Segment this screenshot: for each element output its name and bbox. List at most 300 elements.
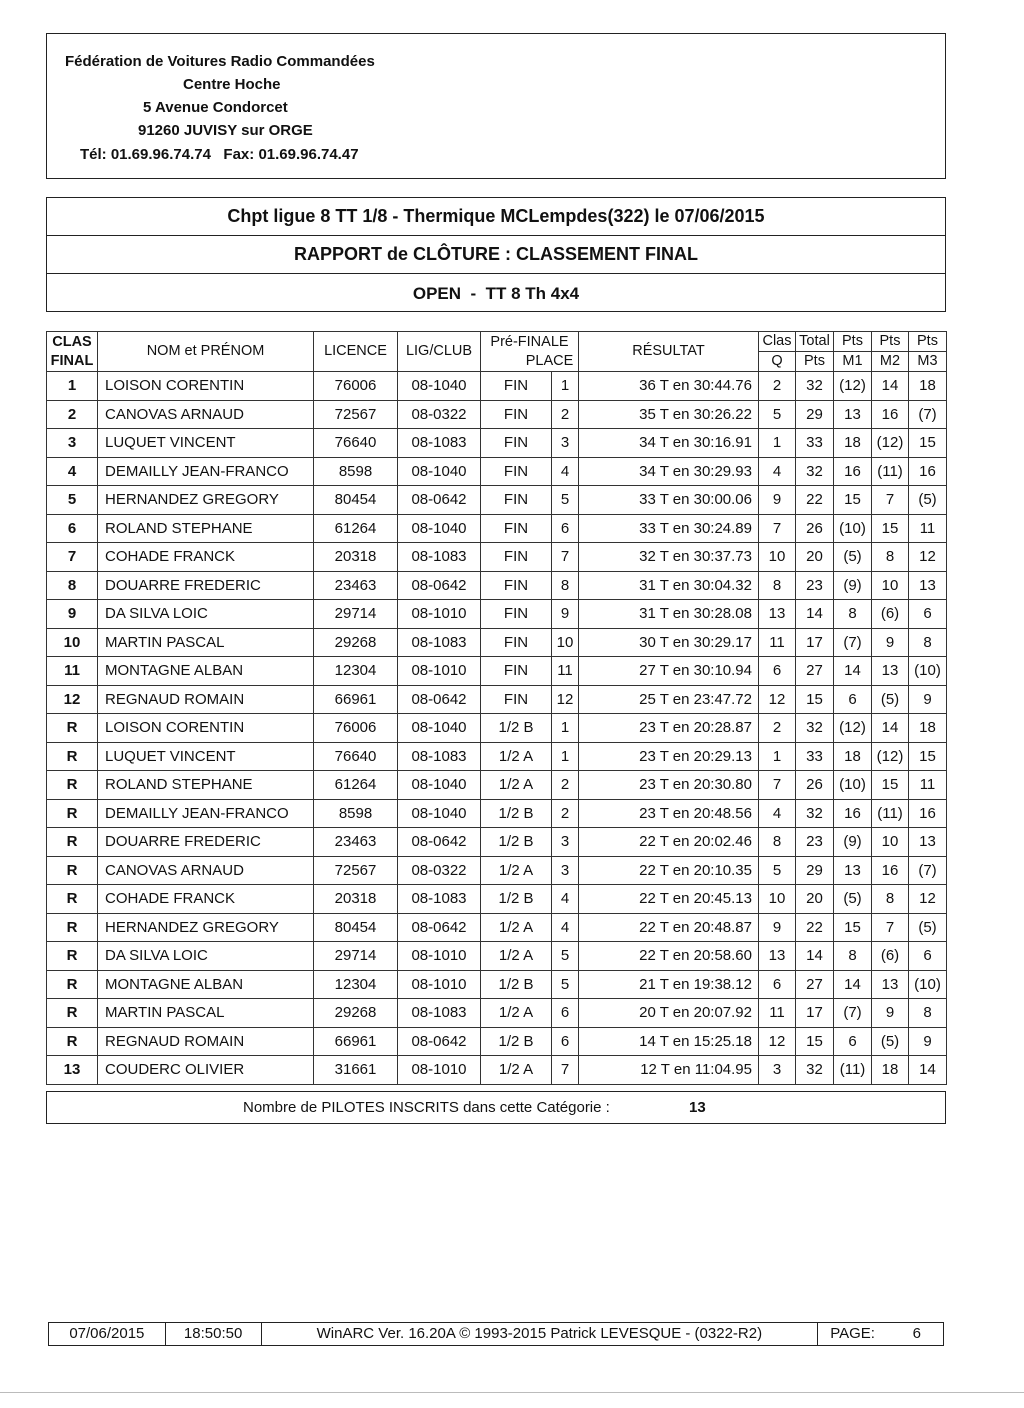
cell-resultat: 23 T en 20:30.80 [579,771,759,800]
federation-city: 91260 JUVISY sur ORGE [138,122,313,139]
cell-ligclub: 08-1040 [398,457,481,486]
cell-clas-final: R [47,999,98,1028]
table-row [47,486,947,515]
cell-licence: 8598 [314,799,398,828]
col-header-m1-top: Pts [834,332,872,352]
footer-software: WinARC Ver. 16.20A © 1993-2015 Patrick LEVESQUE - (0322-R2) [262,1323,819,1345]
table-row [47,1027,947,1056]
cell-prefinale-type: 1/2 B [481,714,552,743]
cell-pts-m2: 9 [872,999,909,1028]
cell-ligclub: 08-1010 [398,1056,481,1085]
cell-ligclub: 08-1040 [398,372,481,401]
cell-prefinale-place: 6 [552,999,579,1028]
cell-prefinale-type: FIN [481,429,552,458]
cell-clas-q: 8 [759,828,796,857]
cell-licence: 8598 [314,457,398,486]
cell-prefinale-place: 3 [552,429,579,458]
cell-name: COUDERC OLIVIER [98,1056,314,1085]
cell-prefinale-type: FIN [481,514,552,543]
cell-pts-m3: 15 [909,429,947,458]
cell-pts-m1: (9) [834,571,872,600]
cell-prefinale-type: FIN [481,571,552,600]
footer-time: 18:50:50 [166,1323,262,1345]
cell-total-pts: 32 [796,714,834,743]
cell-licence: 12304 [314,970,398,999]
table-row [47,400,947,429]
cell-pts-m1: 8 [834,942,872,971]
cell-clas-q: 12 [759,685,796,714]
cell-prefinale-type: FIN [481,600,552,629]
cell-ligclub: 08-0322 [398,400,481,429]
cell-pts-m1: 18 [834,742,872,771]
cell-pts-m2: 16 [872,856,909,885]
cell-name: REGNAUD ROMAIN [98,1027,314,1056]
table-row [47,742,947,771]
cell-pts-m3: (7) [909,856,947,885]
cell-total-pts: 15 [796,685,834,714]
cell-pts-m1: 6 [834,685,872,714]
cell-prefinale-type: 1/2 A [481,771,552,800]
cell-licence: 76006 [314,372,398,401]
cell-total-pts: 20 [796,543,834,572]
cell-licence: 20318 [314,885,398,914]
col-header-total-bottom: Pts [796,352,834,372]
table-row [47,970,947,999]
cell-pts-m2: (6) [872,600,909,629]
cell-clas-final: R [47,742,98,771]
cell-clas-final: 9 [47,600,98,629]
cell-pts-m1: (5) [834,543,872,572]
cell-name: DOUARRE FREDERIC [98,571,314,600]
cell-name: DOUARRE FREDERIC [98,828,314,857]
cell-pts-m3: (5) [909,486,947,515]
cell-pts-m2: 10 [872,571,909,600]
cell-pts-m3: (5) [909,913,947,942]
cell-total-pts: 27 [796,970,834,999]
report-title-box [46,197,946,312]
cell-pts-m1: 13 [834,400,872,429]
cell-name: DA SILVA LOIC [98,942,314,971]
cell-pts-m2: 8 [872,885,909,914]
cell-pts-m3: 11 [909,514,947,543]
cell-pts-m1: 18 [834,429,872,458]
cell-pts-m3: 18 [909,714,947,743]
cell-licence: 29714 [314,942,398,971]
cell-licence: 76640 [314,742,398,771]
cell-resultat: 14 T en 15:25.18 [579,1027,759,1056]
cell-clas-q: 6 [759,657,796,686]
table-row [47,457,947,486]
cell-ligclub: 08-1040 [398,514,481,543]
cell-prefinale-type: 1/2 A [481,1056,552,1085]
cell-clas-q: 13 [759,942,796,971]
cell-total-pts: 26 [796,771,834,800]
cell-ligclub: 08-1040 [398,771,481,800]
cell-pts-m2: 7 [872,486,909,515]
table-row [47,999,947,1028]
cell-pts-m2: 7 [872,913,909,942]
cell-resultat: 36 T en 30:44.76 [579,372,759,401]
cell-name: DA SILVA LOIC [98,600,314,629]
table-row [47,543,947,572]
cell-total-pts: 23 [796,571,834,600]
cell-pts-m2: (6) [872,942,909,971]
cell-prefinale-type: FIN [481,372,552,401]
cell-pts-m2: 10 [872,828,909,857]
cell-pts-m2: 18 [872,1056,909,1085]
cell-resultat: 23 T en 20:48.56 [579,799,759,828]
cell-total-pts: 14 [796,942,834,971]
table-row [47,771,947,800]
cell-ligclub: 08-1010 [398,942,481,971]
results-table [46,331,947,1085]
cell-prefinale-place: 4 [552,457,579,486]
cell-clas-q: 10 [759,885,796,914]
cell-licence: 20318 [314,543,398,572]
col-header-resultat: RÉSULTAT [579,332,759,372]
cell-total-pts: 22 [796,486,834,515]
cell-prefinale-type: 1/2 A [481,856,552,885]
col-header-prefinale-bottom: PLACE [525,352,574,369]
footer-date: 07/06/2015 [49,1323,166,1345]
cell-resultat: 30 T en 30:29.17 [579,628,759,657]
cell-licence: 76640 [314,429,398,458]
federation-header [46,33,946,179]
cell-pts-m3: 18 [909,372,947,401]
cell-total-pts: 22 [796,913,834,942]
cell-licence: 29268 [314,628,398,657]
cell-total-pts: 33 [796,429,834,458]
cell-licence: 29714 [314,600,398,629]
cell-prefinale-type: 1/2 B [481,970,552,999]
col-header-m2-top: Pts [872,332,909,352]
cell-pts-m2: 14 [872,372,909,401]
cell-prefinale-type: 1/2 B [481,799,552,828]
cell-ligclub: 08-1083 [398,628,481,657]
cell-resultat: 22 T en 20:45.13 [579,885,759,914]
cell-name: LUQUET VINCENT [98,742,314,771]
cell-pts-m3: 16 [909,799,947,828]
col-header-m3-bottom: M3 [909,352,947,372]
cell-total-pts: 32 [796,457,834,486]
cell-clas-final: R [47,1027,98,1056]
cell-name: ROLAND STEPHANE [98,771,314,800]
footer-page-label: PAGE: [830,1325,875,1342]
cell-prefinale-place: 2 [552,400,579,429]
cell-clas-q: 2 [759,372,796,401]
cell-pts-m1: (10) [834,771,872,800]
cell-pts-m3: 9 [909,685,947,714]
cell-clas-final: 6 [47,514,98,543]
table-header-row [47,332,947,352]
cell-prefinale-place: 5 [552,486,579,515]
cell-resultat: 25 T en 23:47.72 [579,685,759,714]
table-row [47,429,947,458]
cell-ligclub: 08-0642 [398,685,481,714]
cell-total-pts: 32 [796,799,834,828]
cell-clas-q: 1 [759,429,796,458]
cell-prefinale-place: 3 [552,828,579,857]
cell-resultat: 33 T en 30:24.89 [579,514,759,543]
cell-name: MARTIN PASCAL [98,628,314,657]
cell-prefinale-place: 6 [552,1027,579,1056]
cell-name: CANOVAS ARNAUD [98,400,314,429]
col-header-total-top: Total [796,332,834,352]
cell-pts-m2: 15 [872,514,909,543]
table-row [47,856,947,885]
cell-licence: 80454 [314,486,398,515]
cell-name: COHADE FRANCK [98,885,314,914]
cell-pts-m2: (5) [872,685,909,714]
cell-pts-m2: 13 [872,970,909,999]
cell-prefinale-place: 7 [552,1056,579,1085]
cell-pts-m3: 14 [909,1056,947,1085]
cell-pts-m1: 15 [834,486,872,515]
cell-clas-final: 12 [47,685,98,714]
cell-resultat: 22 T en 20:02.46 [579,828,759,857]
cell-name: MONTAGNE ALBAN [98,657,314,686]
cell-pts-m1: (12) [834,372,872,401]
cell-resultat: 12 T en 11:04.95 [579,1056,759,1085]
cell-licence: 66961 [314,1027,398,1056]
cell-licence: 72567 [314,400,398,429]
cell-clas-q: 4 [759,799,796,828]
cell-licence: 31661 [314,1056,398,1085]
cell-pts-m2: 15 [872,771,909,800]
cell-prefinale-place: 7 [552,543,579,572]
cell-pts-m3: 12 [909,543,947,572]
cell-clas-final: 7 [47,543,98,572]
cell-clas-final: R [47,942,98,971]
table-row [47,1056,947,1085]
cell-pts-m3: 15 [909,742,947,771]
cell-total-pts: 26 [796,514,834,543]
federation-phone-fax: Tél: 01.69.96.74.74 Fax: 01.69.96.74.47 [80,146,359,163]
cell-clas-q: 8 [759,571,796,600]
cell-clas-final: R [47,970,98,999]
cell-clas-q: 4 [759,457,796,486]
cell-prefinale-place: 2 [552,771,579,800]
cell-name: HERNANDEZ GREGORY [98,486,314,515]
cell-ligclub: 08-1083 [398,999,481,1028]
cell-name: REGNAUD ROMAIN [98,685,314,714]
cell-clas-q: 5 [759,400,796,429]
scan-edge-line [0,1392,1024,1393]
cell-pts-m3: (7) [909,400,947,429]
cell-prefinale-type: 1/2 B [481,828,552,857]
cell-prefinale-type: 1/2 B [481,885,552,914]
cell-pts-m2: (11) [872,799,909,828]
cell-prefinale-place: 2 [552,799,579,828]
cell-ligclub: 08-0642 [398,913,481,942]
cell-prefinale-place: 8 [552,571,579,600]
cell-resultat: 22 T en 20:48.87 [579,913,759,942]
cell-prefinale-type: FIN [481,628,552,657]
report-title: RAPPORT de CLÔTURE : CLASSEMENT FINAL [294,244,698,264]
cell-pts-m2: (12) [872,429,909,458]
cell-pts-m1: (5) [834,885,872,914]
cell-pts-m3: 8 [909,628,947,657]
cell-prefinale-place: 1 [552,742,579,771]
cell-ligclub: 08-1083 [398,429,481,458]
col-header-name: NOM et PRÉNOM [98,332,314,372]
page-footer [48,1322,944,1346]
cell-prefinale-place: 6 [552,514,579,543]
cell-prefinale-place: 4 [552,913,579,942]
cell-pts-m3: 6 [909,600,947,629]
cell-ligclub: 08-1083 [398,742,481,771]
table-row [47,628,947,657]
cell-pts-m3: 11 [909,771,947,800]
cell-clas-q: 1 [759,742,796,771]
cell-licence: 23463 [314,828,398,857]
cell-prefinale-place: 4 [552,885,579,914]
cell-clas-final: R [47,828,98,857]
table-row [47,913,947,942]
cell-clas-final: R [47,856,98,885]
cell-total-pts: 27 [796,657,834,686]
footer-page-number: 6 [912,1325,921,1342]
cell-pts-m1: (9) [834,828,872,857]
cell-clas-q: 9 [759,486,796,515]
col-header-clas-final [47,332,98,372]
col-header-licence: LICENCE [314,332,398,372]
cell-clas-final: R [47,885,98,914]
cell-pts-m1: 15 [834,913,872,942]
cell-resultat: 33 T en 30:00.06 [579,486,759,515]
cell-pts-m2: 16 [872,400,909,429]
cell-prefinale-place: 10 [552,628,579,657]
cell-licence: 72567 [314,856,398,885]
cell-pts-m1: (11) [834,1056,872,1085]
col-header-m1-bottom: M1 [834,352,872,372]
footer-page [818,1323,943,1345]
cell-name: LUQUET VINCENT [98,429,314,458]
cell-resultat: 35 T en 30:26.22 [579,400,759,429]
cell-pts-m1: (7) [834,628,872,657]
cell-pts-m1: 13 [834,856,872,885]
cell-resultat: 31 T en 30:04.32 [579,571,759,600]
col-header-clasq-bottom: Q [759,352,796,372]
cell-clas-final: R [47,771,98,800]
cell-clas-final: 13 [47,1056,98,1085]
cell-prefinale-type: 1/2 A [481,742,552,771]
cell-pts-m3: 6 [909,942,947,971]
results-body [47,372,947,1085]
table-row [47,942,947,971]
cell-licence: 80454 [314,913,398,942]
cell-licence: 61264 [314,771,398,800]
cell-clas-q: 2 [759,714,796,743]
table-row [47,828,947,857]
cell-clas-q: 5 [759,856,796,885]
cell-ligclub: 08-1040 [398,799,481,828]
cell-pts-m1: 14 [834,970,872,999]
cell-total-pts: 23 [796,828,834,857]
registered-pilots-label: Nombre de PILOTES INSCRITS dans cette Catégorie : [243,1099,610,1116]
title-divider [47,235,945,236]
cell-clas-final: 5 [47,486,98,515]
cell-name: LOISON CORENTIN [98,714,314,743]
cell-clas-final: 4 [47,457,98,486]
cell-prefinale-type: FIN [481,457,552,486]
cell-licence: 12304 [314,657,398,686]
cell-ligclub: 08-1083 [398,885,481,914]
cell-pts-m3: 13 [909,828,947,857]
cell-pts-m2: 9 [872,628,909,657]
cell-total-pts: 20 [796,885,834,914]
cell-name: CANOVAS ARNAUD [98,856,314,885]
cell-clas-final: 2 [47,400,98,429]
cell-prefinale-place: 3 [552,856,579,885]
cell-clas-q: 7 [759,514,796,543]
cell-clas-q: 12 [759,1027,796,1056]
federation-centre: Centre Hoche [183,76,281,93]
cell-clas-q: 11 [759,999,796,1028]
cell-pts-m1: (10) [834,514,872,543]
cell-ligclub: 08-0642 [398,1027,481,1056]
cell-pts-m1: 16 [834,457,872,486]
col-header-m3-top: Pts [909,332,947,352]
cell-pts-m3: (10) [909,657,947,686]
cell-ligclub: 08-1040 [398,714,481,743]
cell-clas-q: 3 [759,1056,796,1085]
cell-licence: 29268 [314,999,398,1028]
cell-pts-m1: 6 [834,1027,872,1056]
cell-prefinale-type: FIN [481,486,552,515]
cell-name: ROLAND STEPHANE [98,514,314,543]
cell-clas-final: 3 [47,429,98,458]
cell-prefinale-place: 5 [552,942,579,971]
cell-pts-m2: (12) [872,742,909,771]
table-row [47,600,947,629]
cell-total-pts: 17 [796,628,834,657]
cell-prefinale-type: FIN [481,685,552,714]
cell-clas-final: R [47,714,98,743]
cell-resultat: 20 T en 20:07.92 [579,999,759,1028]
cell-name: LOISON CORENTIN [98,372,314,401]
cell-resultat: 32 T en 30:37.73 [579,543,759,572]
cell-prefinale-type: 1/2 A [481,999,552,1028]
cell-total-pts: 33 [796,742,834,771]
registered-pilots-summary [46,1091,946,1124]
cell-clas-q: 9 [759,913,796,942]
cell-pts-m2: (11) [872,457,909,486]
cell-pts-m1: 8 [834,600,872,629]
cell-total-pts: 17 [796,999,834,1028]
cell-pts-m3: 8 [909,999,947,1028]
cell-prefinale-type: FIN [481,657,552,686]
col-header-prefinale [481,332,579,372]
cell-clas-final: 10 [47,628,98,657]
cell-resultat: 22 T en 20:58.60 [579,942,759,971]
cell-prefinale-place: 12 [552,685,579,714]
federation-street: 5 Avenue Condorcet [143,99,288,116]
table-row [47,657,947,686]
cell-total-pts: 32 [796,372,834,401]
cell-clas-final: 1 [47,372,98,401]
cell-resultat: 23 T en 20:28.87 [579,714,759,743]
cell-name: MARTIN PASCAL [98,999,314,1028]
cell-pts-m1: (12) [834,714,872,743]
cell-pts-m3: 9 [909,1027,947,1056]
cell-prefinale-type: FIN [481,400,552,429]
cell-pts-m3: (10) [909,970,947,999]
col-header-ligclub: LIG/CLUB [398,332,481,372]
cell-resultat: 21 T en 19:38.12 [579,970,759,999]
cell-pts-m1: 14 [834,657,872,686]
cell-resultat: 34 T en 30:29.93 [579,457,759,486]
